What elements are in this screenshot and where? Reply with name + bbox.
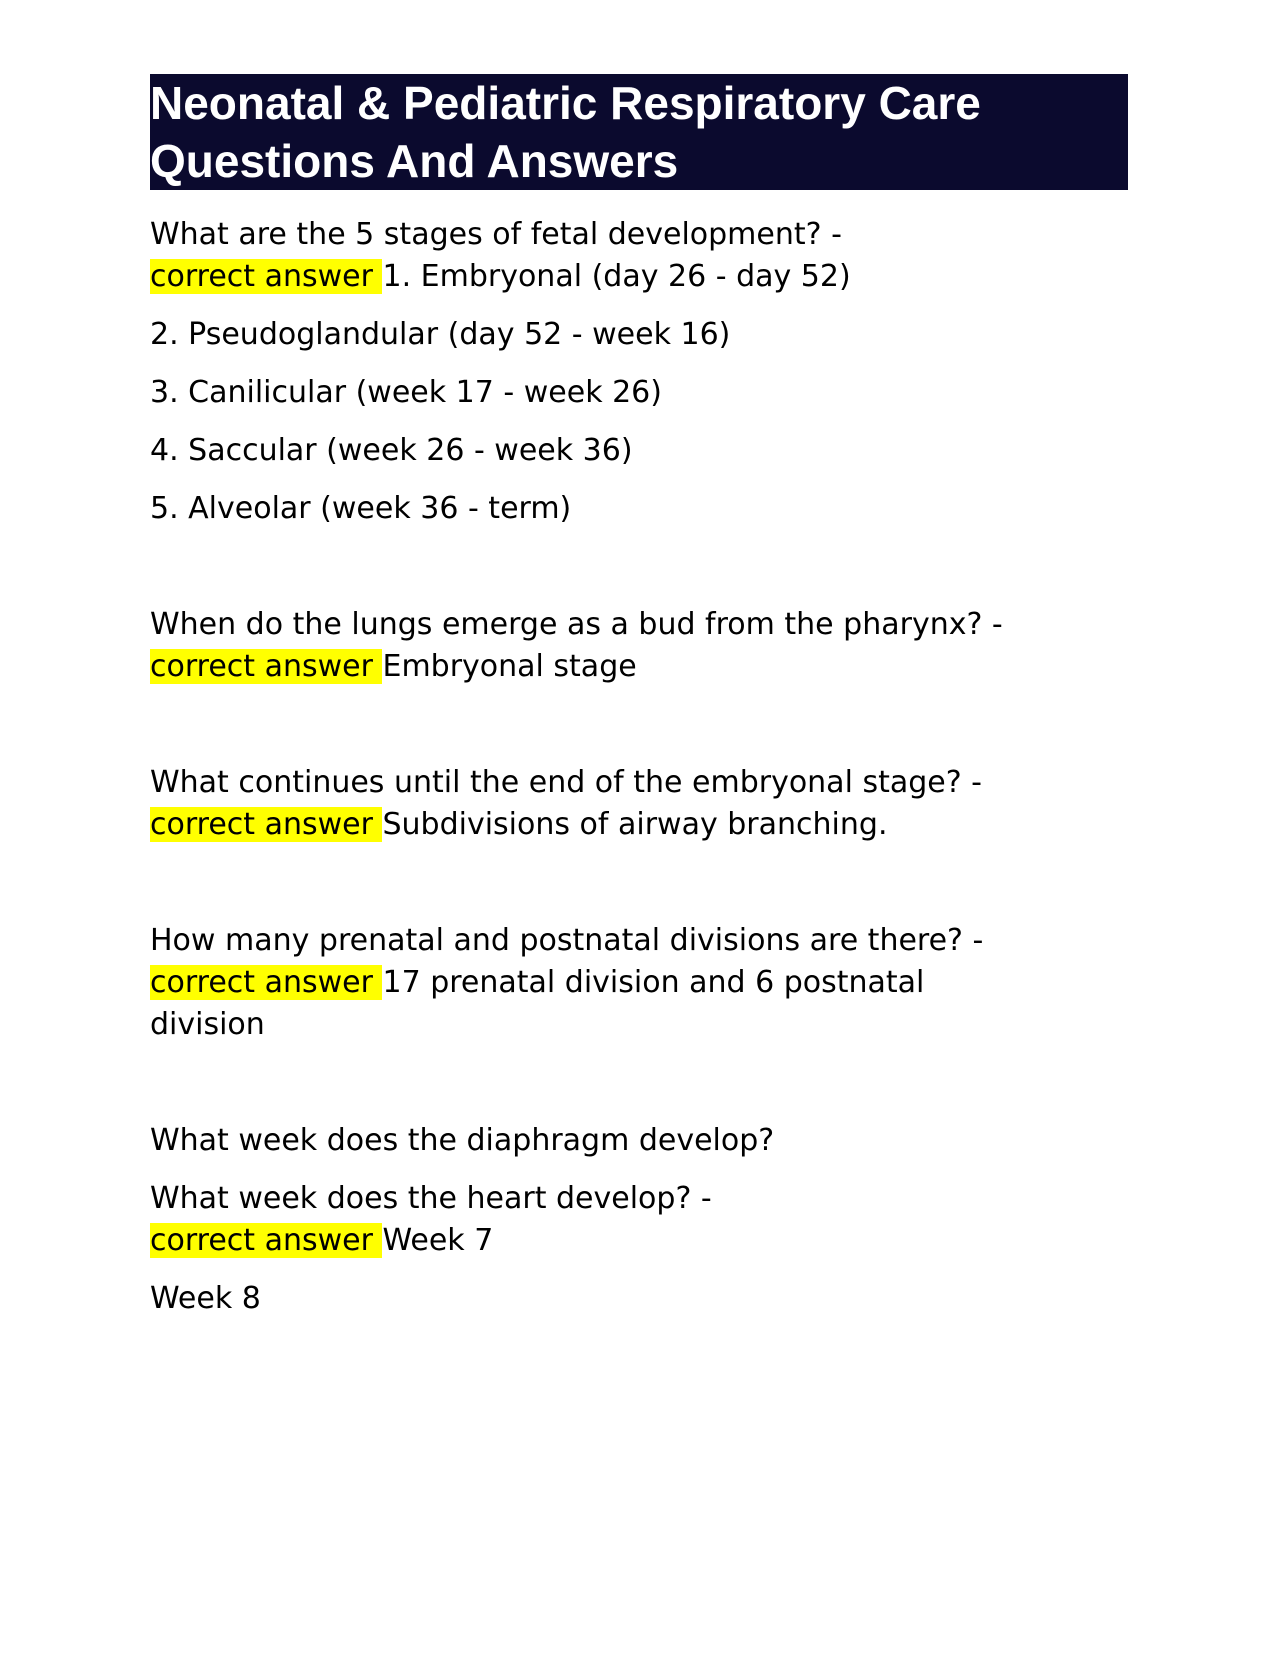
correct-answer-highlight: correct answer: [150, 807, 383, 842]
answer-text: 1. Embryonal (day 26 - day 52): [382, 259, 851, 294]
answer-text: Embryonal stage: [382, 649, 637, 684]
answer-line: [150, 962, 1128, 1004]
document-page: [150, 74, 1128, 1320]
list-item: 5. Alveolar (week 36 - term): [150, 491, 572, 526]
question-text: What continues until the end of the embryonal stage? -: [150, 765, 983, 800]
correct-answer-highlight: correct answer: [150, 1223, 383, 1258]
qa-item-airway-branching: [150, 762, 1128, 846]
title-line-2: Questions And Answers: [150, 135, 679, 187]
list-item: 4. Saccular (week 26 - week 36): [150, 433, 633, 468]
question-text: How many prenatal and postnatal divisions are there? -: [150, 923, 984, 958]
answer-line: [150, 804, 1128, 846]
list-item: 2. Pseudoglandular (day 52 - week 16): [150, 317, 731, 352]
qa-item-divisions: [150, 920, 1128, 1046]
qa-item-diaphragm-heart: [150, 1120, 1128, 1320]
question-text: When do the lungs emerge as a bud from the pharynx? -: [150, 607, 1003, 642]
answer-continuation: division: [150, 1007, 265, 1042]
question-text: What are the 5 stages of fetal development? -: [150, 217, 842, 252]
question-text: What week does the heart develop? -: [150, 1181, 712, 1216]
qa-list: [150, 190, 1128, 1320]
answer-line: [150, 646, 1128, 688]
qa-item-lung-bud: [150, 604, 1128, 688]
qa-item-fetal-stages: [150, 214, 1128, 530]
answer-line: [150, 1220, 1128, 1262]
correct-answer-highlight: correct answer: [150, 259, 383, 294]
list-item: 3. Canilicular (week 17 - week 26): [150, 375, 662, 410]
answer-text: Subdivisions of airway branching.: [382, 807, 888, 842]
question-text: What week does the diaphragm develop?: [150, 1123, 775, 1158]
answer-line: [150, 256, 1128, 298]
answer-text: Week 7: [382, 1223, 494, 1258]
title-line-1: Neonatal & Pediatric Respiratory Care: [150, 77, 981, 129]
correct-answer-highlight: correct answer: [150, 965, 383, 1000]
correct-answer-highlight: correct answer: [150, 649, 383, 684]
answer-text-secondary: Week 8: [150, 1281, 261, 1316]
document-title-banner: [150, 74, 1128, 190]
answer-text: 17 prenatal division and 6 postnatal: [382, 965, 925, 1000]
